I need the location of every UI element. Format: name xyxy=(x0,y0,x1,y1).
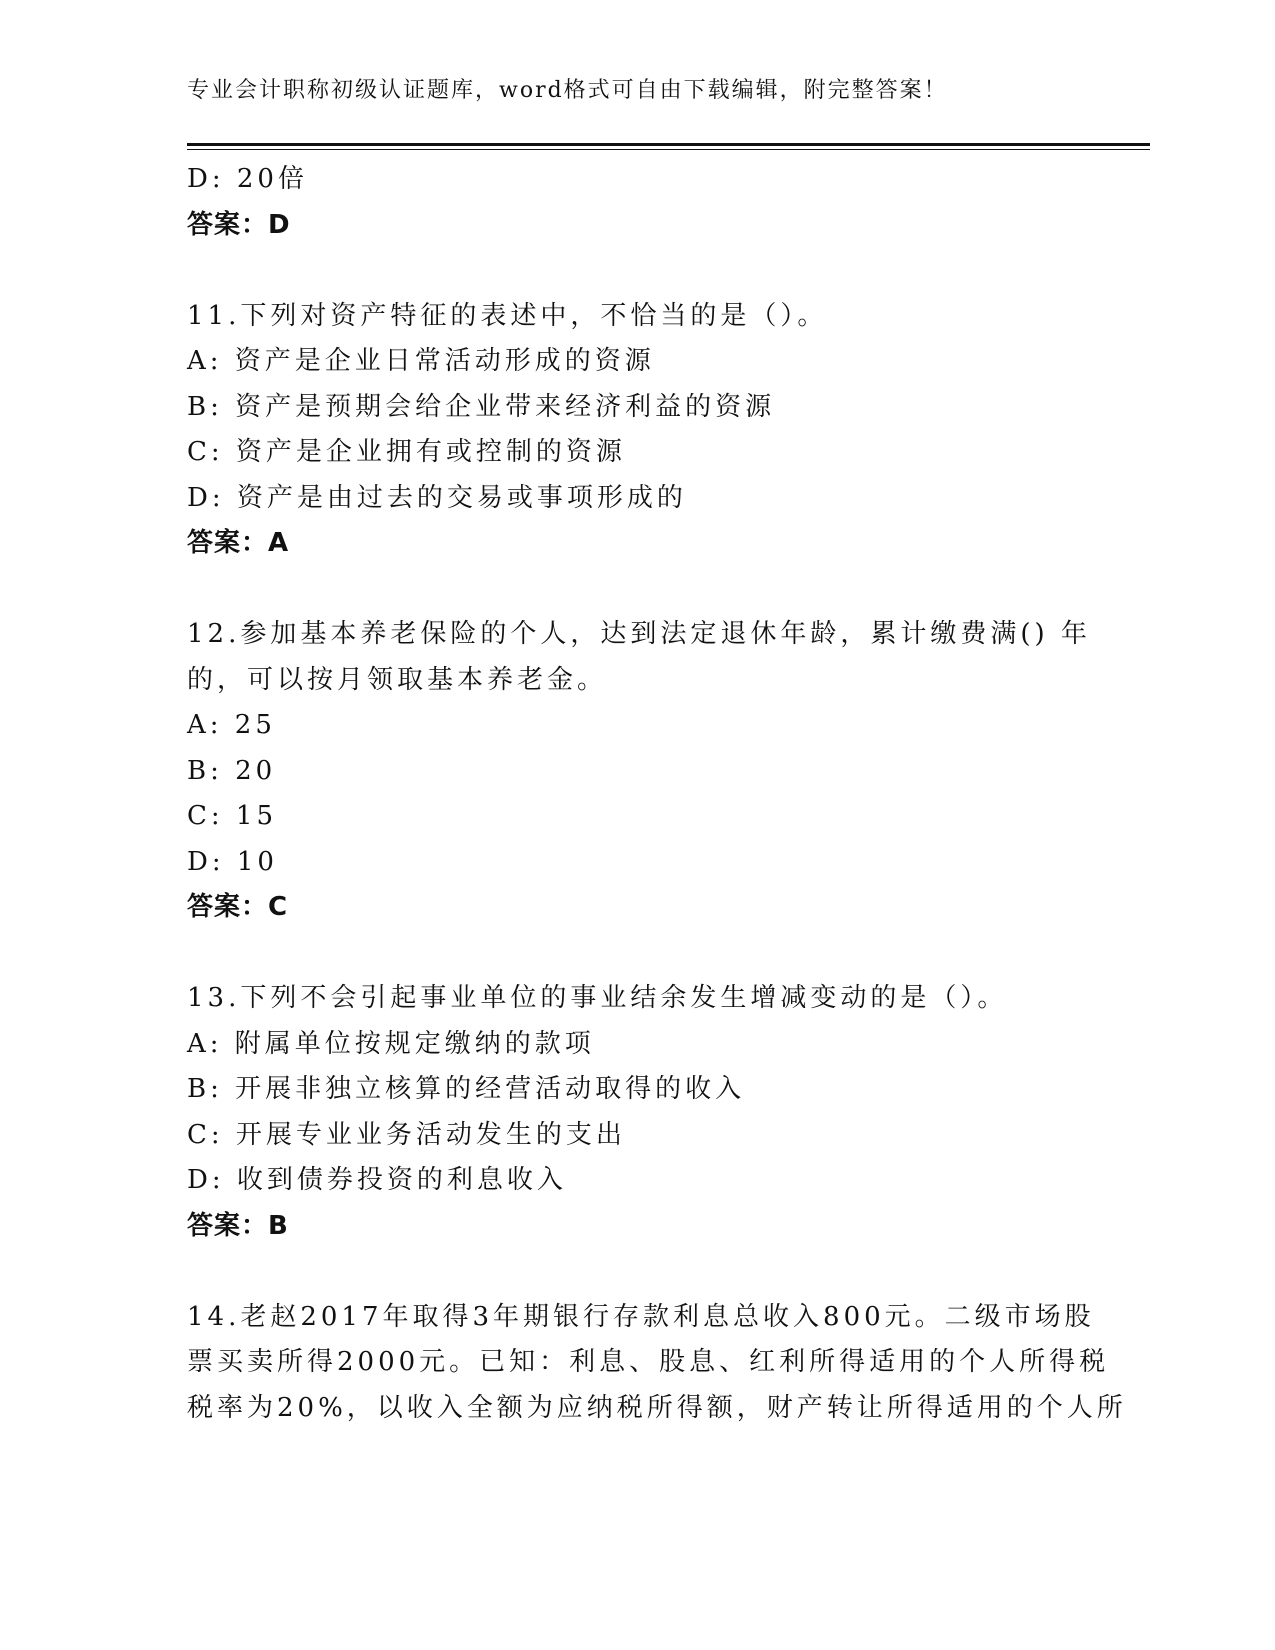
question-12 xyxy=(187,612,1091,931)
question-stem-continued: 税率为20%，以收入全额为应纳税所得额，财产转让所得适用的个人所 xyxy=(187,1392,1127,1423)
spacer xyxy=(187,248,1087,294)
question-stem: 13.下列不会引起事业单位的事业结余发生增减变动的是（）。 xyxy=(187,983,1008,1013)
question-stem-continued: 的，可以按月领取基本养老金。 xyxy=(187,664,608,695)
answer: 答案：D xyxy=(187,209,291,240)
option-d: D: 10 xyxy=(187,846,278,877)
header-rule-thin xyxy=(187,149,1150,150)
page-header: 专业会计职称初级认证题库，word格式可自由下载编辑，附完整答案！ xyxy=(187,78,948,103)
option-b: B: 20 xyxy=(187,755,277,786)
option-d: D: 20倍 xyxy=(187,164,308,194)
answer: 答案：A xyxy=(187,528,290,558)
spacer xyxy=(187,567,1087,613)
question-stem: 11.下列对资产特征的表述中，不恰当的是（）。 xyxy=(187,300,828,331)
header-rule-thick xyxy=(187,143,1150,146)
question-stem-continued: 票买卖所得2000元。已知：利息、股息、红利所得适用的个人所得税 xyxy=(187,1347,1110,1377)
option-b: B: 资产是预期会给企业带来经济利益的资源 xyxy=(187,391,776,422)
spacer xyxy=(187,931,1087,977)
question-content xyxy=(187,157,1127,1431)
option-a: A: 附属单位按规定缴纳的款项 xyxy=(187,1028,595,1059)
option-b: B: 开展非独立核算的经营活动取得的收入 xyxy=(187,1074,746,1104)
answer: 答案：C xyxy=(187,892,289,922)
option-d: D: 资产是由过去的交易或事项形成的 xyxy=(187,482,687,513)
question-stem: 12.参加基本养老保险的个人，达到法定退休年龄，累计缴费满() 年 xyxy=(187,619,1091,649)
question-11 xyxy=(187,294,1087,567)
option-d: D: 收到债券投资的利息收入 xyxy=(187,1165,567,1195)
option-a: A: 资产是企业日常活动形成的资源 xyxy=(187,346,655,376)
spacer xyxy=(187,1249,1087,1295)
question-stem: 14.老赵2017年取得3年期银行存款利息总收入800元。二级市场股 xyxy=(187,1301,1095,1332)
option-c: C: 开展专业业务活动发生的支出 xyxy=(187,1119,626,1150)
question-13 xyxy=(187,976,1087,1249)
option-c: C: 资产是企业拥有或控制的资源 xyxy=(187,437,626,467)
answer: 答案：B xyxy=(187,1210,289,1241)
option-a: A: 25 xyxy=(187,710,276,740)
question-14 xyxy=(187,1295,1127,1432)
option-c: C: 15 xyxy=(187,801,278,831)
